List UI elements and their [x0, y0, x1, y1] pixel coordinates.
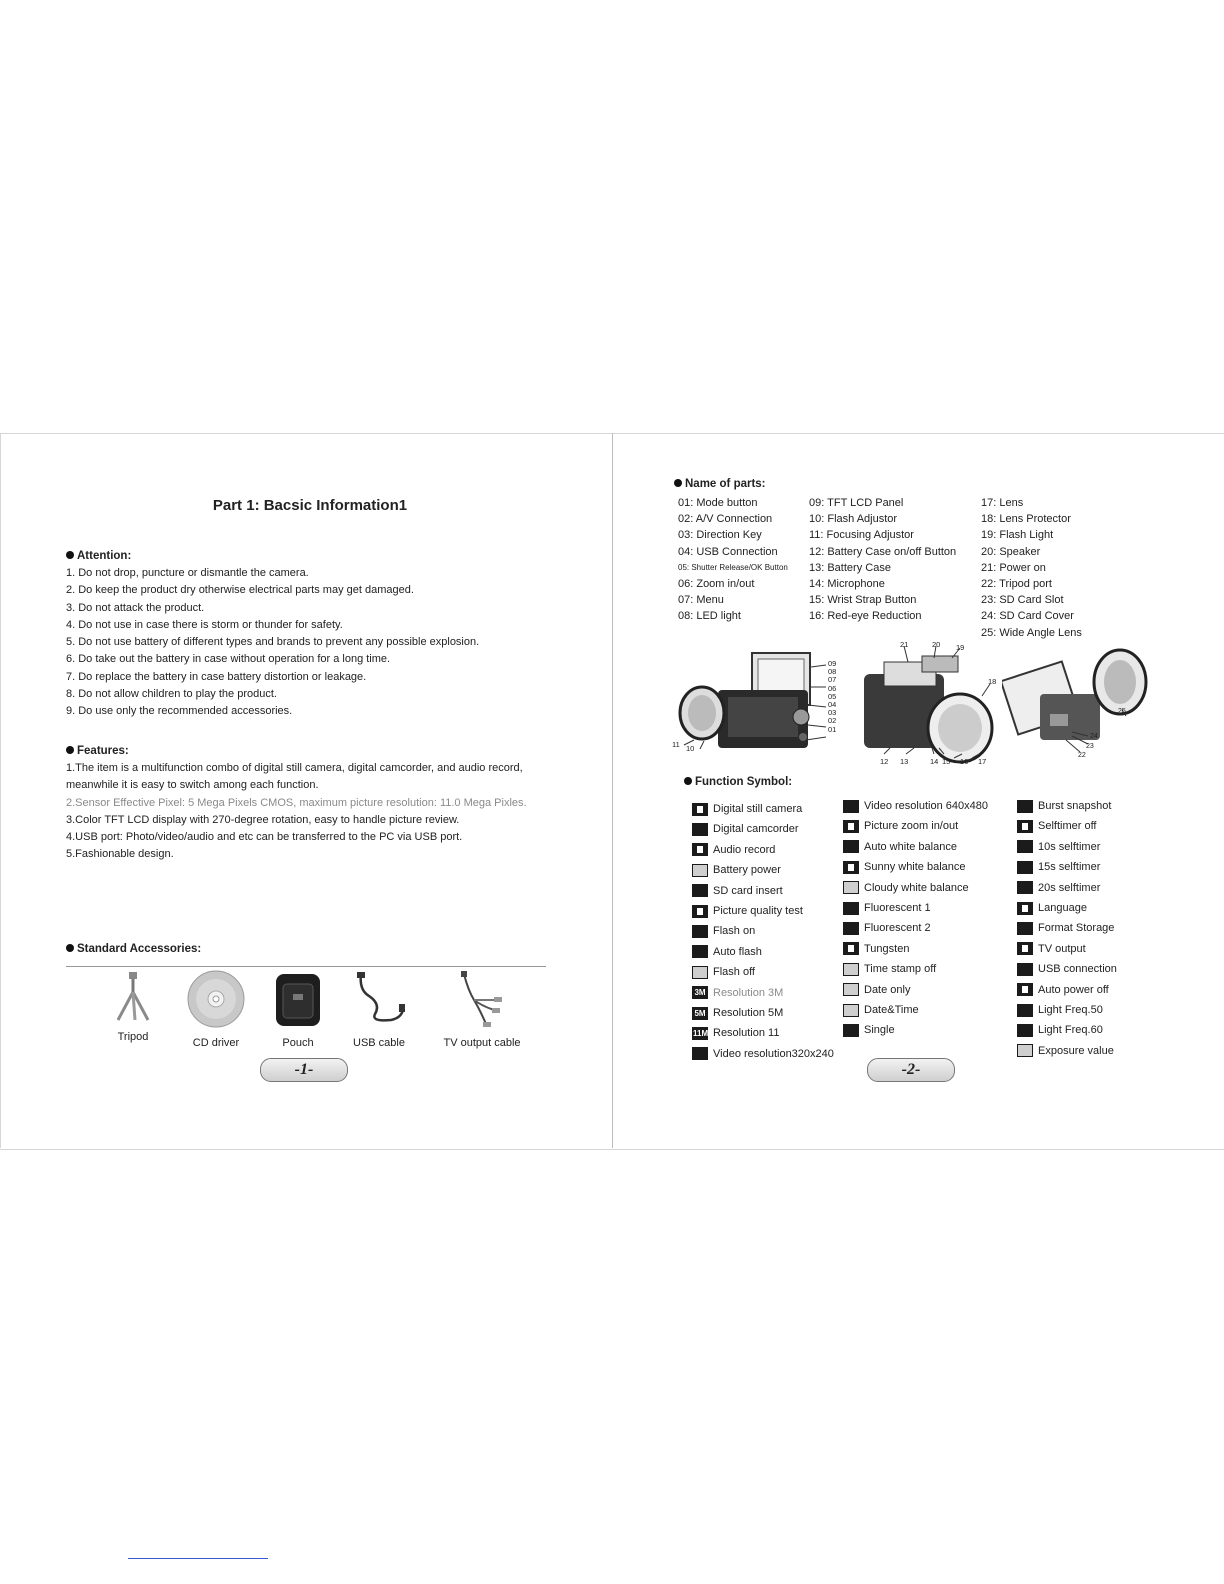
flash-off-icon: [692, 966, 708, 979]
sd-card-icon: [692, 884, 708, 897]
symbol-item: Exposure value: [1017, 1041, 1117, 1061]
symbol-item: Date only: [843, 980, 988, 1000]
part-item: 09: TFT LCD Panel: [809, 497, 904, 509]
part-item: 11: Focusing Adjustor: [809, 529, 914, 542]
list-item: 7. Do replace the battery in case battery distortion or leakage.: [66, 670, 367, 683]
part-item: 14: Microphone: [809, 578, 885, 591]
part-item: 23: SD Card Slot: [981, 594, 1064, 607]
fluorescent-1-icon: [843, 902, 859, 915]
callout-20: 20: [932, 640, 941, 649]
part-item: 18: Lens Protector: [981, 513, 1071, 526]
symbols-column-1: [692, 799, 834, 1064]
symbol-item: Video resolution320x240: [692, 1044, 834, 1064]
symbol-item: Light Freq.50: [1017, 1000, 1117, 1020]
attention-heading: Attention:: [66, 550, 131, 562]
list-item: 5. Do not use battery of different types and brands to prevent any possible explosion.: [66, 636, 480, 649]
features-list: [66, 760, 527, 864]
light-freq-60-icon: [1017, 1024, 1033, 1037]
callout-22: 22: [1078, 752, 1086, 759]
page-title: Part 1: Bacsic Information1: [212, 497, 408, 514]
list-item: 2. Do keep the product dry otherwise electrical parts may get damaged.: [66, 584, 414, 597]
accessories-rule: [66, 966, 546, 967]
symbol-item: Burst snapshot: [1017, 796, 1117, 816]
accessory-label: USB cable: [353, 1037, 405, 1049]
symbol-item: Digital camcorder: [692, 819, 834, 839]
symbol-item: Auto flash: [692, 942, 834, 962]
part-item: 13: Battery Case: [809, 561, 891, 574]
part-item: 25: Wide Angle Lens: [981, 626, 1082, 639]
single-shot-icon: [843, 1024, 859, 1037]
callout-19: 19: [956, 643, 965, 652]
timer-20s-icon: [1017, 881, 1033, 894]
burst-icon: [1017, 800, 1033, 813]
part-item: 01: Mode button: [678, 497, 758, 509]
symbol-item: Light Freq.60: [1017, 1020, 1117, 1040]
part-item: 02: A/V Connection: [678, 513, 773, 526]
symbol-item: 15s selftimer: [1017, 857, 1117, 877]
features-heading: Features:: [66, 745, 129, 757]
symbol-item: Audio record: [692, 840, 834, 860]
callout-18: 18: [988, 677, 997, 686]
language-icon: [1017, 902, 1033, 915]
part-item: 24: SD Card Cover: [981, 610, 1074, 623]
symbol-item: Tungsten: [843, 939, 988, 959]
symbol-item: Video resolution 640x480: [843, 796, 988, 816]
accessory-usb-cable: [347, 970, 411, 1049]
part-item: 04: USB Connection: [678, 545, 778, 558]
list-item: 8. Do not allow children to play the product.: [66, 688, 277, 701]
symbol-item: Date&Time: [843, 1000, 988, 1020]
usb-cable-icon: [351, 970, 407, 1028]
microphone-icon: [692, 843, 708, 856]
selftimer-off-icon: [1017, 820, 1033, 833]
symbol-item: 11M Resolution 11: [693, 1027, 780, 1040]
symbol-item: Language: [1017, 898, 1117, 918]
flash-on-icon: [692, 925, 708, 938]
list-item: 1. Do not drop, puncture or dismantle the camera.: [66, 567, 309, 579]
symbol-item: Auto power off: [1017, 980, 1117, 1000]
exposure-value-icon: [1017, 1044, 1033, 1057]
part-item: 19: Flash Light: [981, 529, 1054, 542]
part-item: 17: Lens: [981, 497, 1024, 509]
tungsten-icon: [843, 942, 859, 955]
accessory-cd: [184, 970, 248, 1049]
symbol-item: Auto white balance: [843, 837, 988, 857]
symbols-heading: Function Symbol:: [684, 776, 792, 788]
list-item: 3.Color TFT LCD display with 270-degree rotation, easy to handle picture review.: [66, 813, 460, 826]
symbol-item: Picture zoom in/out: [843, 816, 988, 836]
pouch-icon: [273, 970, 323, 1028]
list-item: 4. Do not use in case there is storm or thunder for safety.: [66, 618, 343, 631]
symbol-item: Battery power: [692, 860, 834, 880]
symbol-item: Fluorescent 2: [843, 918, 988, 938]
part-item: 05: Shutter Release/OK Button: [678, 562, 788, 572]
timer-15s-icon: [1017, 861, 1033, 874]
auto-flash-icon: [692, 945, 708, 958]
part-item: 03: Direction Key: [678, 529, 762, 542]
part-item: 08: LED light: [678, 610, 741, 623]
symbols-column-3: [1017, 796, 1117, 1061]
symbol-item: 3M Resolution 3M: [692, 983, 834, 1003]
resolution-3m-icon: 3M: [692, 986, 708, 999]
symbol-item: Flash off: [692, 962, 834, 982]
cd-icon: [187, 970, 245, 1028]
list-item: 3. Do not attack the product.: [66, 601, 205, 614]
symbol-item: 20s selftimer: [1017, 878, 1117, 898]
accessory-tripod: [108, 970, 158, 1043]
camcorder-icon: [692, 823, 708, 836]
symbol-item: Cloudy white balance: [843, 878, 988, 898]
callout-21: 21: [900, 640, 909, 649]
list-item: 2.Sensor Effective Pixel: 5 Mega Pixels CMOS, maximum picture resolution: 11.0 Mega Pixles.: [66, 796, 527, 809]
callout-24: 24: [1090, 733, 1098, 740]
symbol-item: 10s selftimer: [1017, 837, 1117, 857]
accessory-label: Tripod: [117, 1031, 149, 1043]
part-item: 07: Menu: [678, 594, 724, 607]
symbol-item: TV output: [1017, 939, 1117, 959]
list-item: 4.USB port: Photo/video/audio and etc can be transferred to the PC via USB port.: [66, 831, 463, 844]
callout-25: 25: [1118, 708, 1126, 715]
accessory-label: Pouch: [282, 1037, 314, 1049]
tv-output-icon: [1017, 942, 1033, 955]
date-time-icon: [843, 1004, 859, 1017]
page-divider: [612, 433, 613, 1148]
bullet-icon: [684, 777, 692, 785]
symbol-item: Selftimer off: [1017, 816, 1117, 836]
list-item: 1.The item is a multifunction combo of digital still camera, digital camcorder, and audio record,: [66, 762, 523, 774]
page-number: -2-: [867, 1058, 955, 1082]
part-item: 12: Battery Case on/off Button: [809, 545, 957, 558]
parts-heading: Name of parts:: [674, 478, 766, 490]
still-camera-icon: [692, 803, 708, 816]
format-storage-icon: [1017, 922, 1033, 935]
accessory-pouch: [270, 970, 326, 1049]
camera-wide-lens-photo: [1002, 636, 1152, 766]
symbol-item: Sunny white balance: [843, 857, 988, 877]
symbol-item: SD card insert: [692, 881, 834, 901]
left-page-edge: [0, 433, 1, 1148]
tripod-icon: [113, 970, 153, 1022]
symbol-item: Fluorescent 1: [843, 898, 988, 918]
bullet-icon: [66, 551, 74, 559]
usb-connection-icon: [1017, 963, 1033, 976]
symbol-item: Time stamp off: [843, 959, 988, 979]
accessory-label: CD driver: [192, 1037, 240, 1049]
part-item: 16: Red-eye Reduction: [809, 610, 922, 623]
accessory-tv-cable: [436, 970, 528, 1049]
photo1-side-callouts: 09 08 07 06 05 04 03 02 01: [828, 659, 837, 734]
resolution-5m-icon: 5M: [692, 1007, 708, 1020]
battery-icon: [692, 864, 708, 877]
attention-list: [66, 565, 479, 721]
light-freq-50-icon: [1017, 1004, 1033, 1017]
symbol-item: Picture quality test: [692, 901, 834, 921]
resolution-11m-icon: 11M: [693, 1028, 709, 1038]
symbol-item: USB connection: [1017, 959, 1117, 979]
symbol-item: Flash on: [692, 921, 834, 941]
part-item: 06: Zoom in/out: [678, 578, 755, 591]
link-underline[interactable]: [128, 1558, 268, 1559]
symbol-item: Format Storage: [1017, 918, 1117, 938]
fluorescent-2-icon: [843, 922, 859, 935]
tv-cable-icon: [458, 970, 506, 1028]
sunny-icon: [843, 861, 859, 874]
camera-front-photo: [668, 645, 848, 770]
video-320-icon: [692, 1047, 708, 1060]
accessory-label: TV output cable: [443, 1037, 521, 1049]
symbols-column-2: [843, 796, 988, 1041]
time-stamp-off-icon: [843, 963, 859, 976]
bullet-icon: [66, 944, 74, 952]
accessories-heading: Standard Accessories:: [66, 943, 201, 955]
list-item: meanwhile it is easy to switch among each function.: [66, 779, 319, 792]
quality-icon: [692, 905, 708, 918]
list-item: 5.Fashionable design.: [66, 848, 174, 861]
part-item: 15: Wrist Strap Button: [809, 594, 917, 607]
timer-10s-icon: [1017, 840, 1033, 853]
auto-power-off-icon: [1017, 983, 1033, 996]
part-item: 22: Tripod port: [981, 578, 1052, 591]
callout-10: 10: [686, 744, 695, 753]
page-number: -1-: [260, 1058, 348, 1082]
awb-icon: [843, 840, 859, 853]
date-only-icon: [843, 983, 859, 996]
parts-column-1: [678, 495, 788, 625]
parts-column-3: [981, 495, 1082, 641]
list-item: 6. Do take out the battery in case without operation for a long time.: [66, 653, 391, 666]
camera-rear-photo: [844, 640, 1004, 770]
bullet-icon: [674, 479, 682, 487]
parts-column-2: [809, 495, 956, 625]
cloudy-icon: [843, 881, 859, 894]
symbol-item: Digital still camera: [692, 799, 834, 819]
symbol-item: 5M Resolution 5M: [692, 1003, 834, 1023]
part-item: 10: Flash Adjustor: [809, 513, 898, 526]
symbol-item: Single: [843, 1020, 988, 1040]
video-640-icon: [843, 800, 859, 813]
callout-11: 11: [672, 740, 680, 749]
zoom-icon: [843, 820, 859, 833]
part-item: 20: Speaker: [981, 545, 1041, 558]
callout-23: 23: [1086, 743, 1094, 750]
list-item: 9. Do use only the recommended accessories.: [66, 705, 293, 718]
part-item: 21: Power on: [981, 561, 1046, 574]
bullet-icon: [66, 746, 74, 754]
